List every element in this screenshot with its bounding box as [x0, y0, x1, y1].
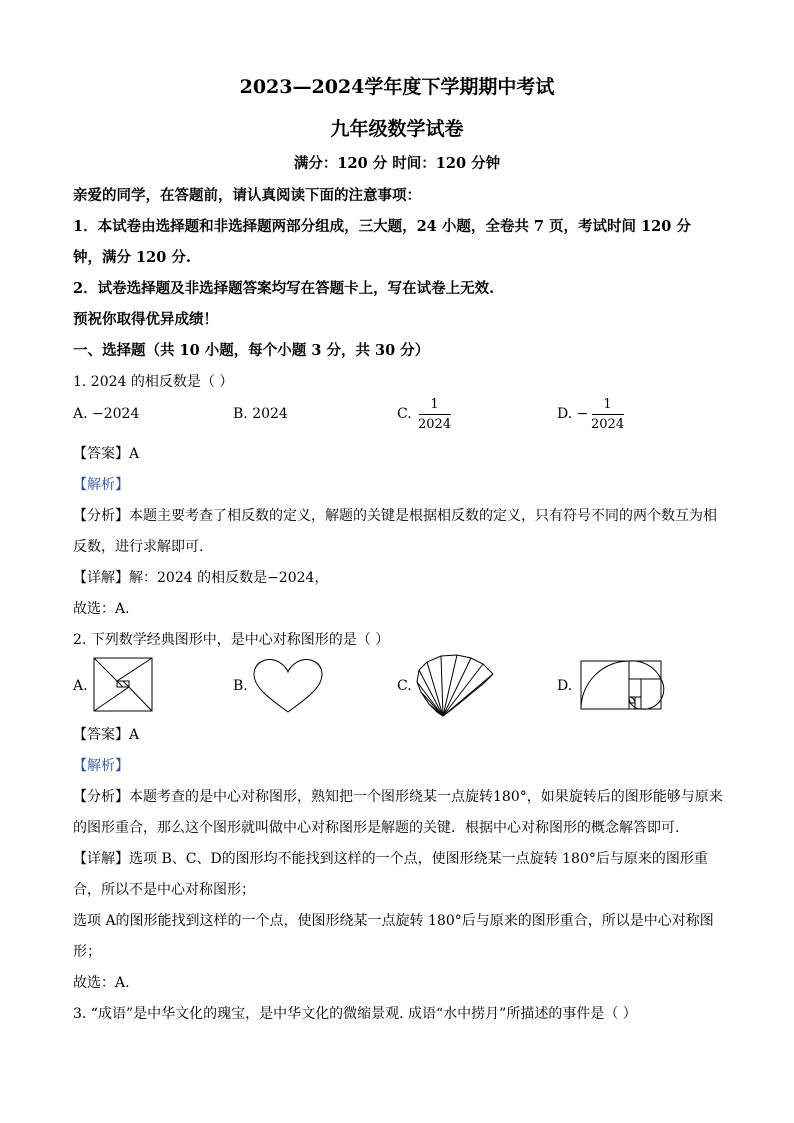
q2-analysis: 【分析】本题考查的是中心对称图形，熟知把一个图形绕某一点旋转180°，如果旋转后的图形能够与原来 — [73, 789, 723, 805]
q1-jiexi: 【解析】 — [73, 477, 129, 493]
q2-jiexi: 【解析】 — [73, 758, 129, 774]
fraction-bar — [419, 414, 451, 415]
q2-option-b-label: B. — [233, 678, 248, 694]
pinwheel-square-figure — [93, 657, 153, 712]
exam-subtitle: 九年级数学试卷 — [330, 118, 464, 140]
q2-option-d-label: D. — [557, 678, 573, 694]
exam-title: 2023—2024学年度下学期期中考试 — [239, 76, 555, 98]
q1-answer: 【答案】A — [73, 446, 140, 462]
question-3-stem: 3. “成语”是中华文化的瑰宝，是中华文化的微缩景观. 成语“水中捞月”所描述的事件是（ ） — [73, 1006, 637, 1022]
notice-intro: 亲爱的同学，在答题前，请认真阅读下面的注意事项： — [73, 187, 421, 204]
q1-option-d-fraction — [591, 397, 624, 432]
q1-option-d-numerator: 1 — [603, 397, 612, 412]
notice-wish: 预祝你取得优异成绩！ — [73, 311, 218, 328]
notice-item-1: 1．本试卷由选择题和非选择题两部分组成，三大题，24 小题，全卷共 7 页，考试时间 120 分 — [73, 218, 691, 235]
fan-spiral-figure — [413, 654, 495, 718]
q1-option-a: A. −2024 — [73, 406, 140, 422]
q1-option-c-denominator: 2024 — [418, 417, 452, 432]
golden-spiral-figure — [580, 660, 662, 710]
q1-option-c-label: C. — [397, 406, 412, 422]
q1-option-d-denominator: 2024 — [591, 417, 625, 432]
q1-analysis-cont: 反数，进行求解即可. — [73, 539, 204, 555]
q1-option-c-numerator: 1 — [430, 397, 439, 412]
q2-detail-cont-3: 形； — [73, 944, 101, 960]
fraction-bar — [592, 414, 624, 415]
q1-option-b: B. 2024 — [233, 406, 288, 422]
q2-detail-cont-1: 合，所以不是中心对称图形； — [73, 882, 255, 898]
q2-detail: 【详解】选项 B、C、D的图形均不能找到这样的一个点，使图形绕某一点旋转 180°后与原来的图形重 — [73, 851, 708, 867]
q1-choose: 故选：A. — [73, 601, 130, 617]
q2-analysis-cont: 的图形重合，那么这个图形就叫做中心对称图形是解题的关键．根据中心对称图形的概念解答即可. — [73, 820, 680, 836]
q2-option-a-label: A. — [73, 678, 88, 694]
q1-option-c-fraction — [418, 397, 451, 432]
q1-option-d-label: D. − — [557, 406, 589, 422]
heart-figure — [252, 658, 324, 714]
question-1-stem: 1. 2024 的相反数是（ ） — [73, 374, 234, 390]
q1-detail: 【详解】解：2024 的相反数是−2024， — [73, 570, 329, 586]
notice-item-1-cont: 钟，满分 120 分. — [73, 249, 191, 266]
q2-choose: 故选：A. — [73, 975, 130, 991]
notice-item-2: 2．试卷选择题及非选择题答案均写在答题卡上，写在试卷上无效. — [73, 280, 495, 297]
exam-meta: 满分：120 分 时间：120 分钟 — [293, 155, 501, 172]
q2-detail-cont-2: 选项 A的图形能找到这样的一个点，使图形绕某一点旋转 180°后与原来的图形重合，所以是中心对称图 — [73, 913, 714, 929]
section-heading: 一、选择题（共 10 小题，每个小题 3 分，共 30 分） — [73, 342, 430, 359]
q1-analysis: 【分析】本题主要考查了相反数的定义，解题的关键是根据相反数的定义，只有符号不同的两个数互为相 — [73, 508, 717, 524]
question-2-stem: 2. 下列数学经典图形中，是中心对称图形的是（ ） — [73, 632, 390, 648]
q2-answer: 【答案】A — [73, 727, 140, 743]
q2-option-c-label: C. — [397, 678, 412, 694]
